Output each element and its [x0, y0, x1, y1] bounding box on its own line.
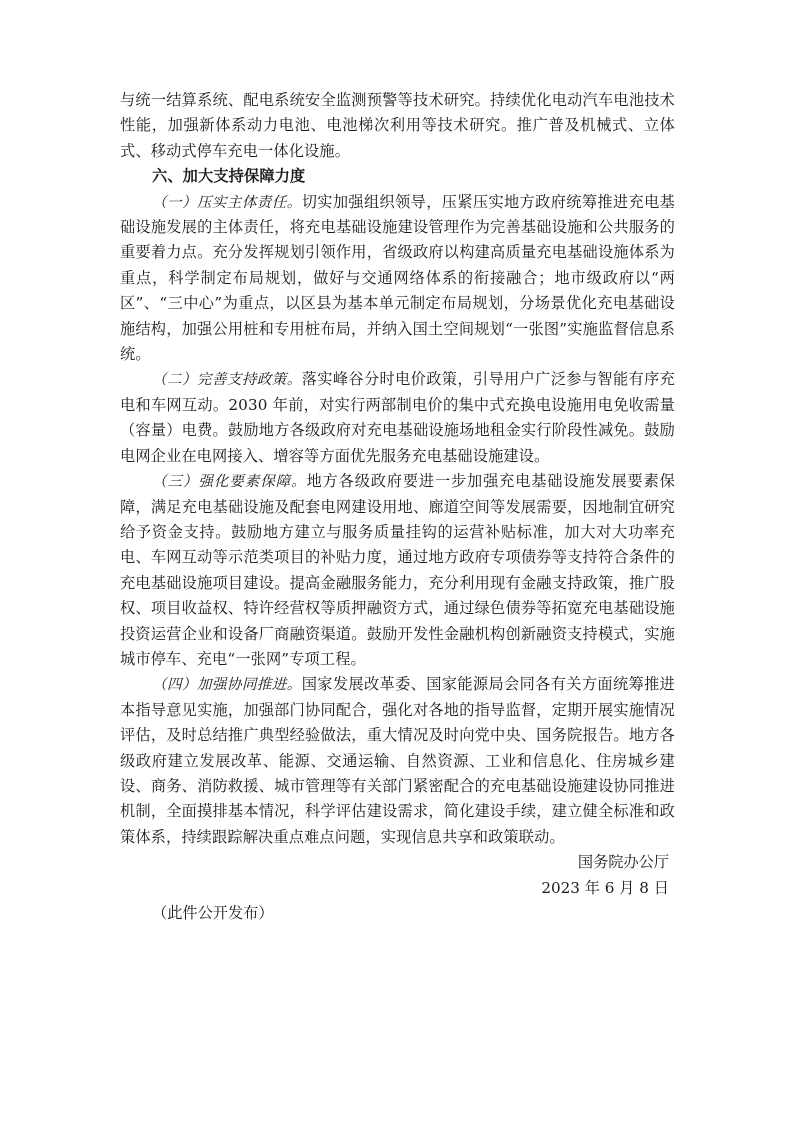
- item-paragraph: [120, 190, 675, 368]
- item-body: 国家发展改革委、国家能源局会同各有关方面统筹推进本指导意见实施，加强部门协同配合，强化对各地的指导监督，定期开展实施情况评估，及时总结推广典型经验做法，重大情况及时向党中央、国务院报告。地方各级政府建立发展改革、能源、交通运输、自然资源、工业和信息化、住房城乡建设、商务、消防救援、城市管理等有关部门紧密配合的充电基础设施建设协同推进机制，全面摸排基本情况，科学评估建设需求，简化建设手续，建立健全标准和政策体系，持续跟踪解决重点难点问题，实现信息共享和政策联动。: [120, 675, 675, 846]
- item-body: 落实峰谷分时电价政策，引导用户广泛参与智能有序充电和车网互动。2030 年前，对实行两部制电价的集中式充换电设施用电免收需量（容量）电费。鼓励地方各级政府对充电基础设施场地租金实行阶段性减免。鼓励电网企业在电网接入、增容等方面优先服务充电基础设施建设。: [120, 370, 675, 465]
- issue-date: 2023 年 6 月 8 日: [541, 878, 669, 897]
- item-paragraph: [120, 367, 675, 469]
- item-body: 切实加强组织领导，压紧压实地方政府统筹推进充电基础设施发展的主体责任，将充电基础设施建设管理作为完善基础设施和公共服务的重要着力点。充分发挥规划引领作用，省级政府以构建高质量充电基础设施体系为重点，科学制定布局规划，做好与交通网络体系的衔接融合；地市级政府以“两区”、“三中心”为重点，以区县为基本单元制定布局规划，分场景优化充电基础设施结构，加强公用桩和专用桩布局，并纳入国土空间规划“一张图”实施监督信息系统。: [120, 192, 675, 364]
- item-paragraph: [120, 672, 675, 850]
- item-title: （二）完善支持政策。: [152, 371, 302, 389]
- issuer: 国务院办公厅: [577, 853, 669, 872]
- item-paragraph: [120, 469, 675, 672]
- item-body: 地方各级政府要进一步加强充电基础设施发展要素保障，满足充电基础设施及配套电网建设用地、廊道空间等发展需要，因地制宜研究给予资金支持。鼓励地方建立与服务质量挂钩的运营补贴标准，加大对大功率充电、车网互动等示范类项目的补贴力度，通过地方政府专项债券等支持符合条件的充电基础设施项目建设。提高金融服务能力，充分利用现有金融支持政策，推广股权、项目收益权、特许经营权等质押融资方式，通过绿色债券等拓宽充电基础设施投资运营企业和设备厂商融资渠道。鼓励开发性金融机构创新融资支持模式，实施城市停车、充电“一张网”专项工程。: [120, 472, 675, 668]
- section-heading: 六、加大支持保障力度: [152, 167, 306, 186]
- item-title: （一）压实主体责任。: [152, 193, 302, 211]
- intro-paragraph: 与统一结算系统、配电系统安全监测预警等技术研究。持续优化电动汽车电池技术性能，加强新体系动力电池、电池梯次利用等技术研究。推广普及机械式、立体式、移动式停车充电一体化设施。: [120, 91, 675, 160]
- publication-note: （此件公开发布）: [152, 904, 274, 922]
- item-title: （三）强化要素保障。: [152, 473, 307, 491]
- item-title: （四）加强协同推进。: [152, 676, 302, 694]
